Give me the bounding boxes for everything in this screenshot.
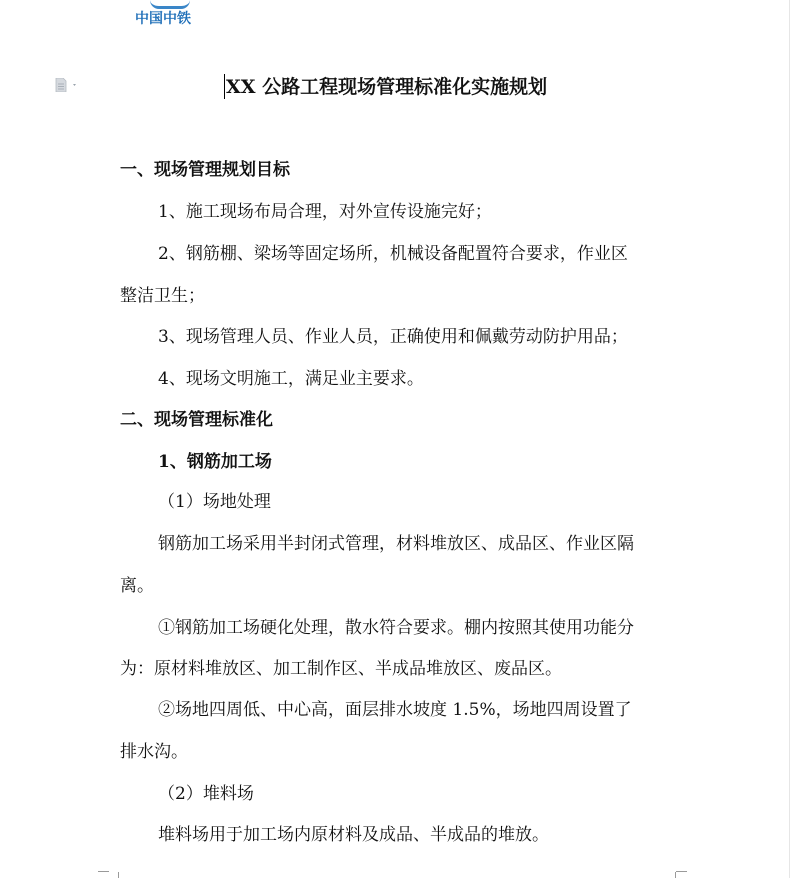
document-title[interactable]: XX 公路工程现场管理标准化实施规划 [226, 76, 548, 98]
paragraph-line: 3、现场管理人员、作业人员，正确使用和佩戴劳动防护用品； [158, 327, 628, 347]
paragraph-line: ①钢筋加工场硬化处理，散水符合要求。棚内按照其使用功能分 [158, 618, 634, 638]
paragraph-line: ②场地四周低、中心高，面层排水坡度 1.5%，场地四周设置了 [158, 700, 632, 720]
paragraph-line: 为：原材料堆放区、加工制作区、半成品堆放区、废品区。 [120, 659, 562, 679]
paragraph-line: 离。 [120, 576, 154, 596]
section-heading: 二、现场管理标准化 [120, 410, 273, 430]
section-heading: 一、现场管理规划目标 [120, 160, 290, 180]
margin-marker-right [676, 871, 687, 872]
paragraph-line: 堆料场用于加工场内原材料及成品、半成品的堆放。 [158, 825, 549, 845]
margin-marker-left [108, 872, 119, 878]
paragraph-line: 2、钢筋棚、梁场等固定场所，机械设备配置符合要求，作业区 [158, 244, 628, 264]
dropdown-caret-icon [73, 84, 76, 86]
page-edge [789, 0, 790, 878]
paragraph-line: 排水沟。 [120, 742, 188, 762]
paragraph-line: 钢筋加工场采用半封闭式管理，材料堆放区、成品区、作业区隔 [158, 534, 634, 554]
margin-marker-left [98, 871, 109, 872]
text-cursor [224, 74, 225, 99]
subsection-heading: 1、钢筋加工场 [158, 452, 272, 472]
paragraph-line: （1）场地处理 [158, 492, 271, 512]
paragraph-line: 整洁卫生； [120, 286, 205, 306]
company-logo: 中国中铁 [135, 11, 191, 27]
paragraph-line: （2）堆料场 [158, 784, 254, 804]
document-icon[interactable] [55, 78, 79, 92]
paragraph-line: 4、现场文明施工，满足业主要求。 [158, 369, 424, 389]
margin-marker-right [675, 872, 686, 878]
paragraph-line: 1、施工现场布局合理，对外宣传设施完好； [158, 202, 492, 222]
